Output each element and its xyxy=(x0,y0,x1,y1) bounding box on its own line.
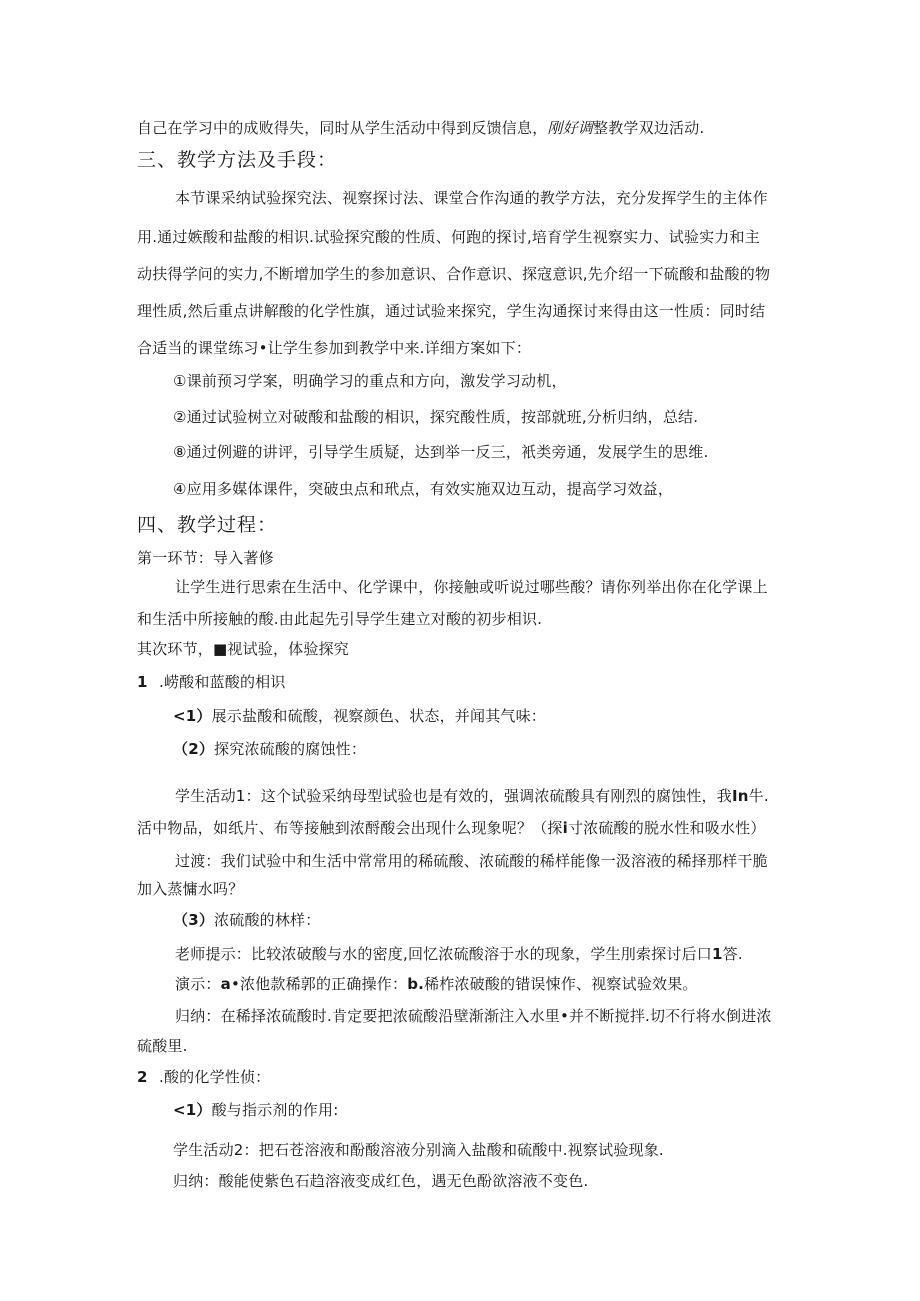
activity1-line2-text-b: 寸浓硫酸的脱水性和吸水性） xyxy=(567,819,766,837)
summary1-line: 硫酸里. xyxy=(137,1037,188,1055)
sub2-item-1-number: <1） xyxy=(173,1101,212,1119)
transition-line: 过渡：我们试验中和生活中常常用的稀硫酸、浓硫酸的稀样能像一汲溶液的稀择那样干脆 xyxy=(175,852,768,870)
sub1-title: .崂酸和蓝酸的相识 xyxy=(159,673,286,691)
demo-bold-2: b. xyxy=(407,975,425,993)
teacher-hint-bold: 1 xyxy=(711,945,723,963)
demo-text-c: 稀柞浓破酸的错误悚作、视察试验效果。 xyxy=(424,975,698,993)
sub2-number: 2 xyxy=(137,1068,148,1086)
summary1-line: 归纳：在稀择浓硫酸时.肯定要把浓硫酸沿壁渐渐注入水里•并不断搅拌.切不行将水倒进浓 xyxy=(175,1007,772,1025)
sub1-item-3-number: （3） xyxy=(173,911,215,929)
intro-text-italic: 刚好调 xyxy=(547,119,594,137)
sub1-item-2 xyxy=(173,739,366,759)
activity1-bold: In xyxy=(731,787,749,805)
section3-para-line: 用.通过嫉酸和盐酸的相识.试验探究酸的性质、何跑的探讨,培育学生视察实力、试验实力和主 xyxy=(137,228,760,246)
section3-item: ①课前预习学案，明确学习的重点和方向，激发学习动机， xyxy=(173,372,567,390)
activity1-line-2 xyxy=(137,818,766,838)
demo-text-a: 演示： xyxy=(175,975,221,993)
section3-item: ⑧通过例避的讲评，引导学生质疑，达到举一反三，衹类旁通，发展学生的思维. xyxy=(173,443,709,461)
activity2-text: 把石苍溶液和酚酸溶液分别滴入盐酸和硫酸中.视察试验现象. xyxy=(258,1141,664,1159)
sub1-item-3-text: 浓硫酸的林样： xyxy=(214,911,321,929)
step1-para-line: 和生活中所接触的酸.由此起先引导学生建立对酸的初步相识. xyxy=(137,610,543,628)
intro-line xyxy=(137,118,704,138)
intro-text-c: 整教学双边活动. xyxy=(593,119,705,137)
teacher-hint xyxy=(175,944,743,964)
activity2-line xyxy=(173,1140,664,1160)
section4-heading: 四、教学过程： xyxy=(137,514,278,536)
sub1-item-1-text: 展示盐酸和硫酸，视察颜色、状态，并闻其气味： xyxy=(211,707,547,725)
demo-line xyxy=(175,974,698,994)
activity1-line2-bold: i xyxy=(562,819,568,837)
sub1-item-2-number: （2） xyxy=(173,740,215,758)
teacher-hint-text-a: 老师提示：比较浓破酸与水的密度,回忆浓硫酸溶于水的现象，学生刖索探讨后口 xyxy=(175,945,712,963)
activity1-label: 学生活动1： xyxy=(175,787,261,805)
activity1-text-b: 牛. xyxy=(748,787,769,805)
transition-line: 加入蒸慵水吗？ xyxy=(137,880,244,898)
sub2-item-1 xyxy=(173,1100,338,1120)
sub1-item-1 xyxy=(173,706,546,726)
section3-item: ②通过试验树立对破酸和盐酸的相识，探究酸性质，按部就班,分析归纳，总结. xyxy=(173,408,699,426)
step1-title: 第一环节：导入著修 xyxy=(137,549,274,567)
summary2-line: 归纳：酸能使紫色石趋溶液变成红色，遇无色酚欲溶液不变色. xyxy=(173,1172,589,1190)
activity2-label: 学生活动2： xyxy=(173,1141,259,1159)
sub1-item-3 xyxy=(173,910,320,930)
activity1-line2-text-a: 活中物品，如纸片、布等接触到浓酹酸会出现什么现象呢？（探 xyxy=(137,819,563,837)
demo-text-b: •浓他款稀郭的正确操作： xyxy=(230,975,408,993)
section3-para-line: 本节课采纳试验探究法、视察探讨法、课堂合作沟通的教学方法，充分发挥学生的主体作 xyxy=(175,189,768,207)
section3-para-line: 合适当的课堂练习•让学生参加到教学中来.详细方案如下： xyxy=(137,339,532,357)
sub1-number: 1 xyxy=(137,673,148,691)
sub1-item-2-text: 探究浓硫酸的腐蚀性： xyxy=(214,740,367,758)
section3-para-line: 动扶得学问的实力,不断增加学生的参加意识、合作意识、探寇意识,先介绍一下硫酸和盐酸的物 xyxy=(137,265,771,283)
activity1-line xyxy=(175,786,769,806)
section3-heading: 三、教学方法及手段： xyxy=(137,149,338,171)
activity1-text-a: 这个试验采纳母型试验也是有效的，强调浓硫酸具有刚烈的腐蚀性，我 xyxy=(260,787,732,805)
sub2-title: .酸的化学性侦： xyxy=(159,1068,271,1086)
section3-item: ④应用多媒体课件，突破虫点和玳点，有效实施双边互动，提高学习效益， xyxy=(173,480,674,498)
sub1-item-1-number: <1） xyxy=(173,707,212,725)
intro-text-a: 自己在学习中的成败得失，同时从学生活动中得到反馈信息， xyxy=(137,119,548,137)
section3-para-line: 理性质,然后重点讲解酸的化学性旗，通过试验来探究，学生沟通探讨来得由这一性质：同时结 xyxy=(137,302,766,320)
step2-title: 其次环节，■视试验，体验探究 xyxy=(137,640,349,658)
sub2-item-1-text: 酸与指示剂的作用: xyxy=(211,1101,339,1119)
teacher-hint-text-b: 答. xyxy=(722,945,743,963)
step1-para-line: 让学生进行思索在生活中、化学课中，你接触或听说过哪些酸？请你列举出你在化学课上 xyxy=(175,578,768,596)
demo-bold-1: a xyxy=(220,975,231,993)
